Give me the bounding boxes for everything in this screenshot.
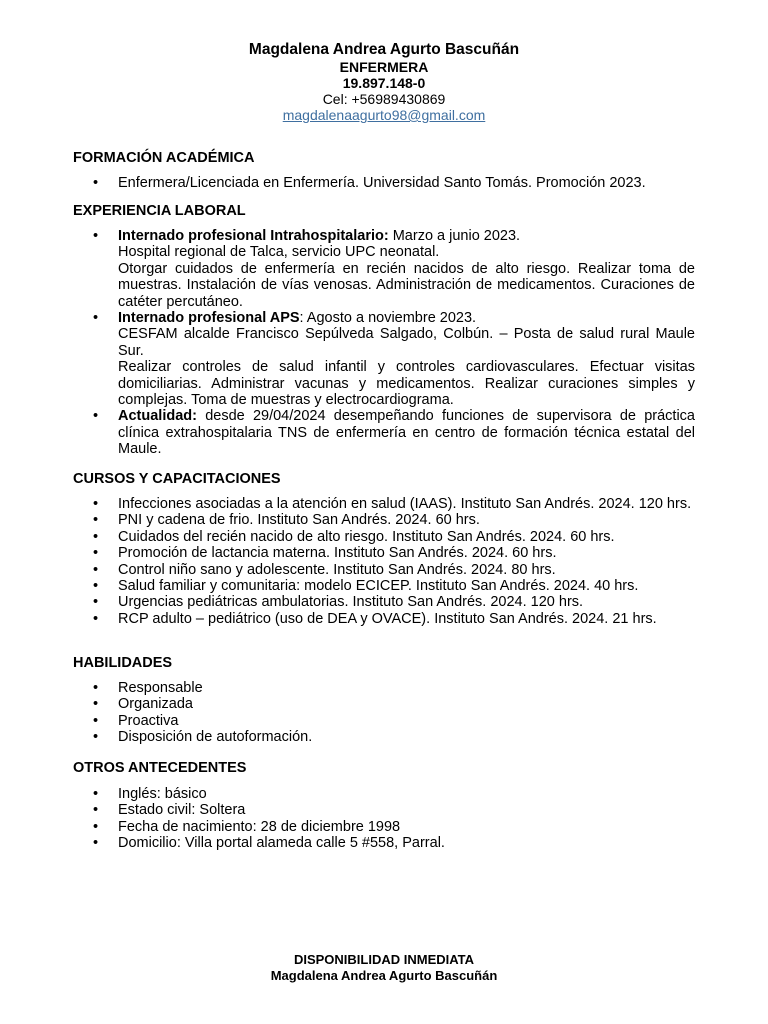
section-title-cursos: CURSOS Y CAPACITACIONES [73,471,281,487]
job-title: Actualidad: [118,408,197,425]
resume-footer [0,952,768,984]
habilidades-list [118,680,695,746]
list-item [118,408,695,457]
list-item: • Cuidados del recién nacido de alto riesgo. Instituto San Andrés. 2024. 60 hrs. [118,529,695,545]
resume-header [0,41,768,123]
job-description: Otorgar cuidados de enfermería en recién nacidos de alto riesgo. Realizar toma de muestras. Instalación de vías venosas. Administración de medicamentos. Curaciones de catéter percutáneo. [118,260,695,310]
job-place: Hospital regional de Talca, servicio UPC neonatal. [118,244,440,261]
list-item: • PNI y cadena de frio. Instituto San Andrés. 2024. 60 hrs. [118,512,695,528]
list-item [118,310,695,408]
section-title-otros: OTROS ANTECEDENTES [73,760,247,776]
job-place: CESFAM alcalde Francisco Sepúlveda Salgado, Colbún. – Posta de salud rural Maule Sur. [118,326,695,359]
section-title-experiencia: EXPERIENCIA LABORAL [73,203,246,219]
profession: ENFERMERA [339,59,429,75]
list-item: • Responsable [118,680,695,696]
phone: Cel: +56989430869 [322,91,446,107]
list-item: • RCP adulto – pediátrico (uso de DEA y OVACE). Instituto San Andrés. 2024. 21 hrs. [118,611,695,627]
list-item: • Infecciones asociadas a la atención en salud (IAAS). Instituto San Andrés. 2024. 120 hrs. [118,496,695,512]
job-description: Realizar controles de salud infantil y controles cardiovasculares. Efectuar visitas domiciliarias. Administrar vacunas y medicamentos. Realizar curaciones simples y complejas. Toma de muestras y electrocardiograma. [118,359,695,409]
otros-list [118,786,695,852]
candidate-name: Magdalena Andrea Agurto Bascuñán [248,41,520,58]
list-item: • Disposición de autoformación. [118,729,695,745]
list-item: • Enfermera/Licenciada en Enfermería. Universidad Santo Tomás. Promoción 2023. [118,175,695,191]
list-item: • Fecha de nacimiento: 28 de diciembre 1998 [118,819,695,835]
rut: 19.897.148-0 [342,75,426,91]
job-date: : Agosto a noviembre 2023. [299,310,477,327]
job-date: desde 29/04/2024 desempeñando funciones de supervisora de práctica clínica extrahospitalaria TNS de enfermería en centro de formación técnica estatal del Maule. [118,408,695,458]
list-item [118,228,695,310]
section-title-formacion: FORMACIÓN ACADÉMICA [73,150,255,166]
availability-note: DISPONIBILIDAD INMEDIATA [293,952,475,967]
list-item: • Control niño sano y adolescente. Instituto San Andrés. 2024. 80 hrs. [118,562,695,578]
section-title-habilidades: HABILIDADES [73,655,173,671]
list-item: • Estado civil: Soltera [118,802,695,818]
job-date: Marzo a junio 2023. [388,228,521,244]
email-link[interactable]: magdalenaagurto98@gmail.com [282,107,486,123]
list-item: • Domicilio: Villa portal alameda calle 5 #558, Parral. [118,835,695,851]
list-item: • Salud familiar y comunitaria: modelo ECICEP. Instituto San Andrés. 2024. 40 hrs. [118,578,695,594]
formacion-list [118,175,695,191]
list-item: • Inglés: básico [118,786,695,802]
list-item: • Promoción de lactancia materna. Instituto San Andrés. 2024. 60 hrs. [118,545,695,561]
footer-name: Magdalena Andrea Agurto Bascuñán [270,968,498,983]
list-item: • Organizada [118,696,695,712]
job-title: Internado profesional APS [118,310,300,327]
job-title: Internado profesional Intrahospitalario: [118,228,389,244]
list-item: • Urgencias pediátricas ambulatorias. Instituto San Andrés. 2024. 120 hrs. [118,594,695,610]
experiencia-list [118,228,695,458]
cursos-list [118,496,695,627]
list-item: • Proactiva [118,713,695,729]
